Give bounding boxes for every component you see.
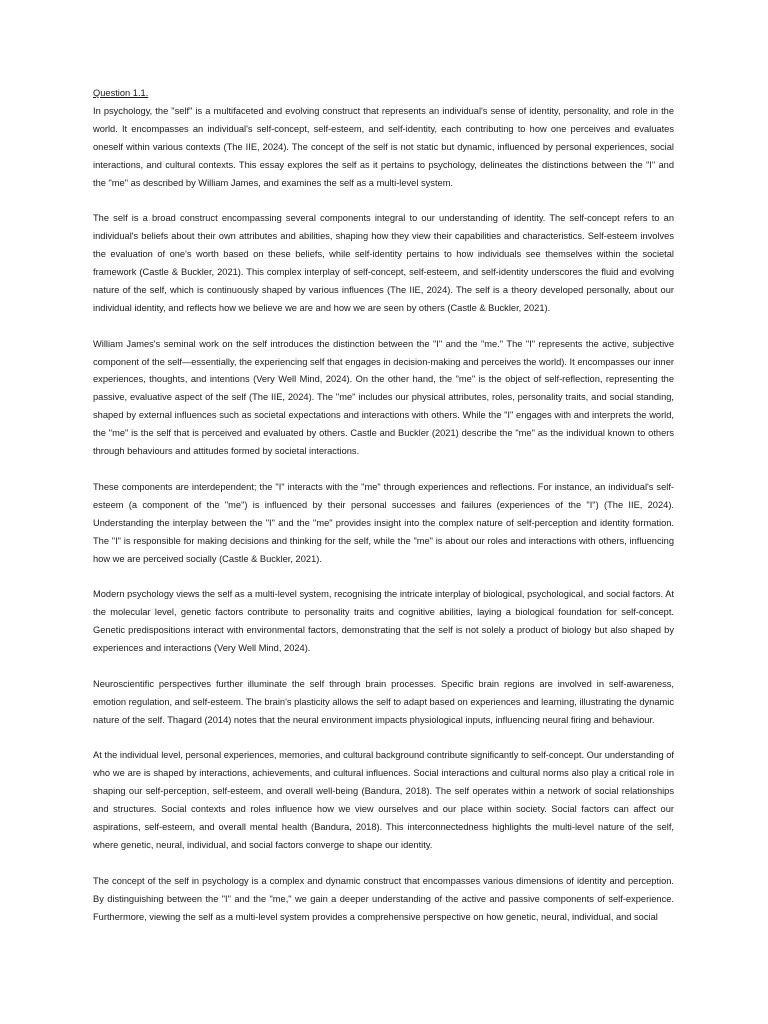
paragraph-conclusion: The concept of the self in psychology is a complex and dynamic construct that encompasses various dimensions of identity and perception. By distinguishing between the "I" and the "me," we gain a deeper understanding of the active and passive components of self-experience. Furthermore, viewing the self as a multi-level system provides a comprehensive perspective on how genetic, neural, individual, and social (93, 875, 674, 922)
paragraph-interdependence: These components are interdependent; the "I" interacts with the "me" through experiences and reflections. For instance, an individual's self-esteem (a component of the "me") is influenced by their personal successes and failures (experiences of the "I") (The IIE, 2024). Understanding the interplay between the "I" and the "me" provides insight into the complex nature of self-perception and identity formation. The "I" is responsible for making decisions and thinking for the self, while the "me" is about our roles and interactions with others, influencing how we are perceived socially (Castle & Buckler, 2021). (93, 481, 674, 564)
paragraph-neuroscience: Neuroscientific perspectives further illuminate the self through brain processes. Specific brain regions are involved in self-awareness, emotion regulation, and self-esteem. The brain's plasticity allows the self to adapt based on experiences and learning, illustrating the dynamic nature of the self. Thagard (2014) notes that the neural environment impacts physiological inputs, influencing neural firing and behaviour. (93, 678, 674, 725)
paragraph-introduction: In psychology, the "self" is a multifaceted and evolving construct that represents an individual's sense of identity, personality, and role in the world. It encompasses an individual's self-concept, self-esteem, and self-identity, each contributing to how one perceives and evaluates oneself within various contexts (The IIE, 2024). The concept of the self is not static but dynamic, influenced by personal experiences, social interactions, and cultural contexts. This essay explores the self as it pertains to psychology, delineates the distinctions between the "I" and the "me" as described by William James, and examines the self as a multi-level system. (93, 105, 674, 188)
document-page (93, 85, 674, 926)
paragraph-multi-level-system: Modern psychology views the self as a multi-level system, recognising the intricate interplay of biological, psychological, and social factors. At the molecular level, genetic factors contribute to personality traits and cognitive abilities, laying a biological foundation for self-concept. Genetic predispositions interact with environmental factors, demonstrating that the self is not solely a product of biology but also shaped by experiences and interactions (Very Well Mind, 2024). (93, 589, 674, 654)
question-heading: Question 1.1. (93, 88, 149, 98)
paragraph-individual-level: At the individual level, personal experiences, memories, and cultural background contribute significantly to self-concept. Our understanding of who we are is shaped by interactions, achievements, and cultural influences. Social interactions and cultural norms also play a critical role in shaping our self-perception, self-esteem, and overall well-being (Bandura, 2018). The self operates within a network of social relationships and structures. Social contexts and roles influence how we view ourselves and our place within society. Social factors can affect our aspirations, self-esteem, and overall mental health (Bandura, 2018). This interconnectedness highlights the multi-level nature of the self, where genetic, neural, individual, and social factors converge to shape our identity. (93, 750, 674, 850)
paragraph-i-and-me: William James's seminal work on the self introduces the distinction between the "I" and the "me." The "I" represents the active, subjective component of the self—essentially, the experiencing self that engages in decision-making and perceives the world). It encompasses our inner experiences, thoughts, and intentions (Very Well Mind, 2024). On the other hand, the "me" is the object of self-reflection, representing the passive, evaluative aspect of the self (The IIE, 2024). The "me" includes our physical attributes, roles, personality traits, and social standing, shaped by external influences such as societal expectations and interactions with others. While the "I" engages with and interprets the world, the "me" is the self that is perceived and evaluated by others. Castle and Buckler (2021) describe the "me" as the individual known to others through behaviours and attitudes formed by societal interactions. (93, 338, 674, 457)
paragraph-self-components: The self is a broad construct encompassing several components integral to our understanding of identity. The self-concept refers to an individual's beliefs about their own attributes and abilities, shaping how they view their capabilities and characteristics. Self-esteem involves the evaluation of one's worth based on these beliefs, while self-identity pertains to how individuals see themselves within the societal framework (Castle & Buckler, 2021). This complex interplay of self-concept, self-esteem, and self-identity underscores the fluid and evolving nature of the self, which is continuously shaped by various influences (The IIE, 2024). The self is a theory developed personally, about our individual identity, and reflects how we believe we are and how we are seen by others (Castle & Buckler, 2021). (93, 213, 674, 313)
